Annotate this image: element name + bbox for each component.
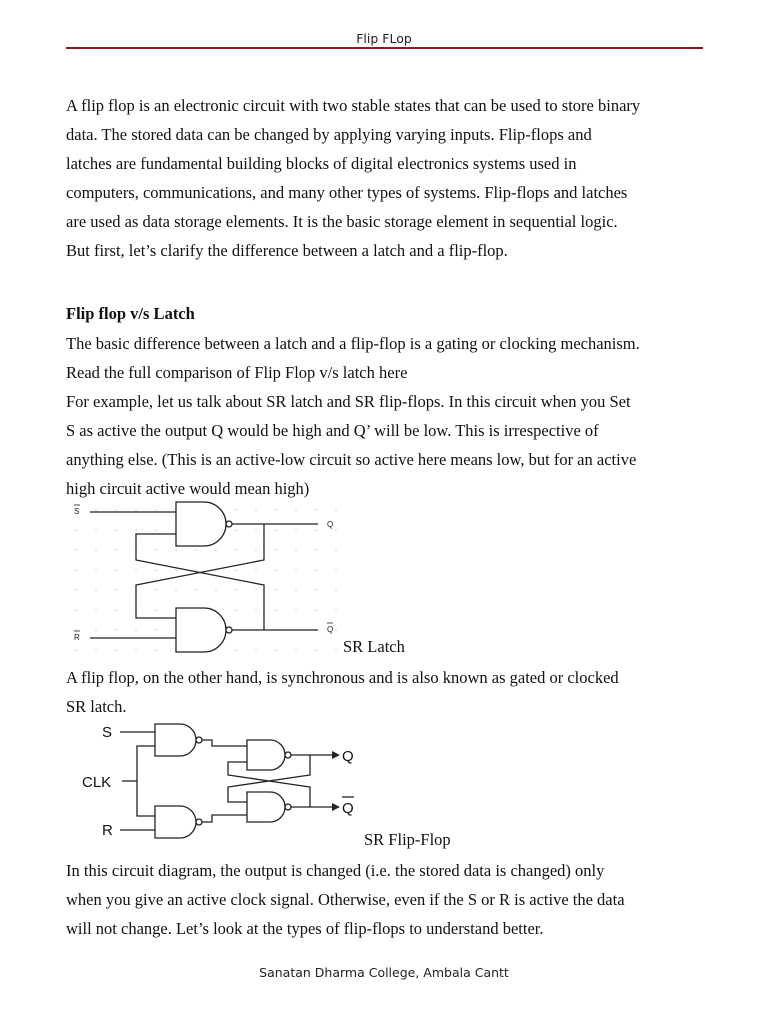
nand-gate-latch-top xyxy=(247,740,285,770)
text-line: A flip flop is an electronic circuit with two stable states that can be used to store binary xyxy=(66,96,641,115)
nand-gate-bottom xyxy=(176,608,226,652)
middle-paragraph xyxy=(66,663,706,721)
text-line: But first, let’s clarify the difference between a latch and a flip-flop. xyxy=(66,241,508,260)
nand-gate-r xyxy=(155,806,196,838)
text-line: The basic difference between a latch and a flip-flop is a gating or clocking mechanism. xyxy=(66,334,640,353)
inversion-bubble-latch-bottom xyxy=(285,804,291,810)
inversion-bubble-bottom xyxy=(226,627,232,633)
text-line: A flip flop, on the other hand, is synchronous and is also known as gated or clocked xyxy=(66,668,619,687)
text-line: high circuit active would mean high) xyxy=(66,479,310,498)
text-line: Read the full comparison of Flip Flop v/s latch here xyxy=(66,363,408,382)
text-line: anything else. (This is an active-low circuit so active here means low, but for an active xyxy=(66,450,637,469)
text-line: In this circuit diagram, the output is changed (i.e. the stored data is changed) only xyxy=(66,861,605,880)
text-line: latches are fundamental building blocks of digital electronics systems used in xyxy=(66,154,577,173)
header-title: Flip FLop xyxy=(356,31,412,46)
r-bar-label: R xyxy=(74,633,80,642)
nand-gate-s xyxy=(155,724,196,756)
clk-label: CLK xyxy=(82,774,112,791)
text-line: S as active the output Q would be high and Q’ will be low. This is irrespective of xyxy=(66,421,599,440)
text-line: SR latch. xyxy=(66,697,127,716)
r-to-latch-wire xyxy=(202,815,247,822)
q-bar-label: Q xyxy=(327,625,334,634)
inversion-bubble-s xyxy=(196,737,202,743)
page-footer: Sanatan Dharma College, Ambala Cantt xyxy=(259,965,509,980)
sr-latch-diagram xyxy=(66,500,346,660)
text-line: data. The stored data can be changed by applying varying inputs. Flip-flops and xyxy=(66,125,592,144)
r-label: R xyxy=(102,822,113,839)
text-line: computers, communications, and many other types of systems. Flip-flops and latches xyxy=(66,183,628,202)
q-bar-label: Q xyxy=(342,800,354,817)
inversion-bubble-top xyxy=(226,521,232,527)
clk-branch-wire xyxy=(137,746,155,816)
nand-gate-latch-bottom xyxy=(247,792,285,822)
text-line: For example, let us talk about SR latch and SR flip-flops. In this circuit when you Set xyxy=(66,392,631,411)
s-to-latch-wire xyxy=(202,740,247,746)
section-heading: Flip flop v/s Latch xyxy=(66,304,195,323)
section-paragraph xyxy=(66,329,706,503)
inversion-bubble-r xyxy=(196,819,202,825)
intro-paragraph xyxy=(66,91,706,265)
s-bar-label: S xyxy=(74,507,80,516)
sr-latch-caption: SR Latch xyxy=(343,637,405,656)
text-line: are used as data storage elements. It is the basic storage element in sequential logic. xyxy=(66,212,618,231)
q-arrow xyxy=(332,751,340,759)
nand-gate-top xyxy=(176,502,226,546)
inversion-bubble-latch-top xyxy=(285,752,291,758)
q-label: Q xyxy=(327,520,334,529)
sr-flipflop-caption: SR Flip-Flop xyxy=(364,830,451,849)
s-label: S xyxy=(102,724,113,741)
q-bar-arrow xyxy=(332,803,340,811)
header-rule xyxy=(66,47,703,49)
q-label: Q xyxy=(342,748,354,765)
text-line: will not change. Let’s look at the types of flip-flops to understand better. xyxy=(66,919,544,938)
sr-flipflop-diagram xyxy=(80,718,370,846)
closing-paragraph xyxy=(66,856,706,943)
text-line: when you give an active clock signal. Otherwise, even if the S or R is active the data xyxy=(66,890,625,909)
